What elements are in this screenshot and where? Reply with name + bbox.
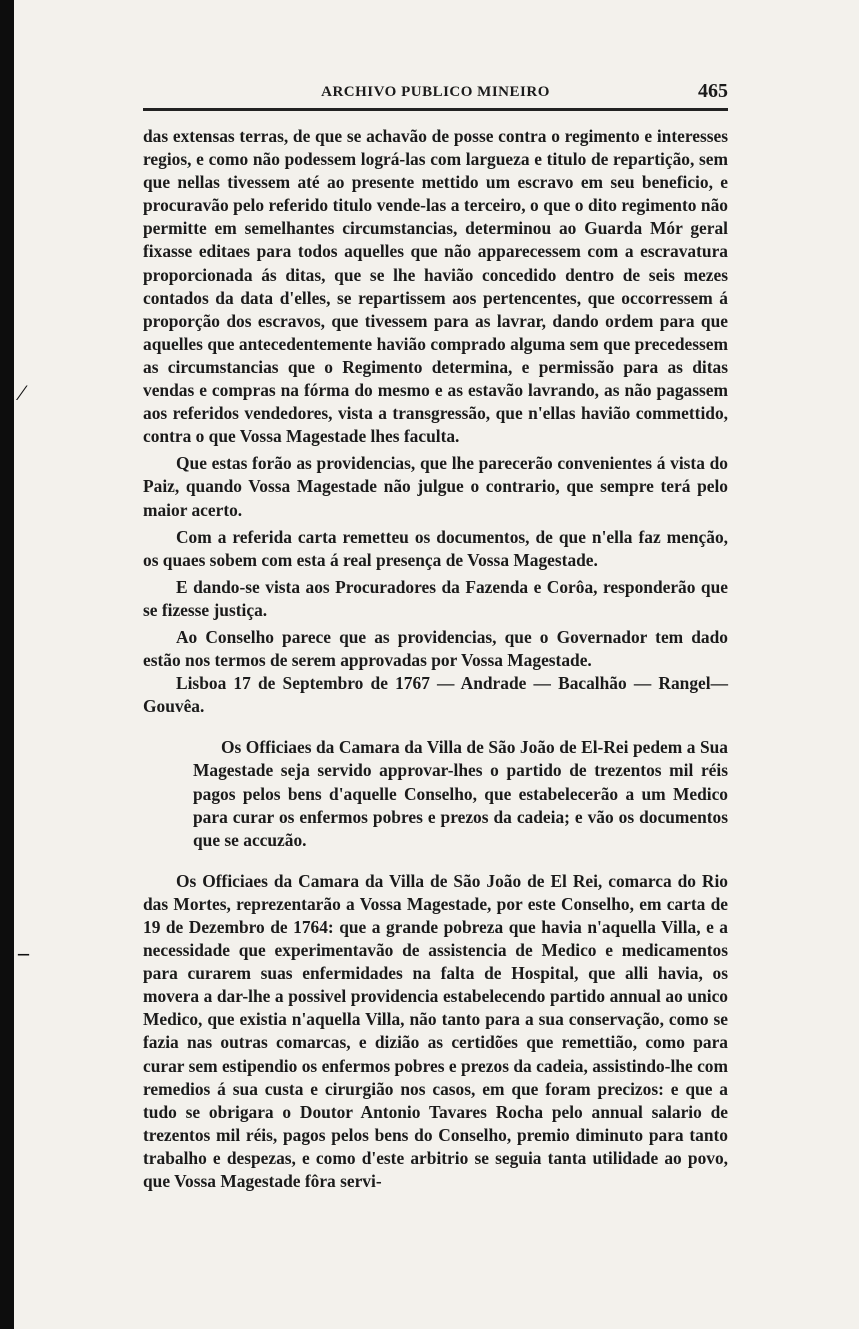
paragraph: Com a referida carta remetteu os documentos, de que n'ella faz menção, os quaes sobem com esta á real presença de Vossa Magestade. [143, 526, 728, 570]
signature-line: Lisboa 17 de Septembro de 1767 — Andrade — Bacalhão — Rangel— Gouvêa. [143, 673, 728, 717]
page [143, 78, 728, 1193]
paragraph: Os Officiaes da Camara da Villa de São João de El Rei, comarca do Rio das Mortes, reprezentarão a Vossa Magestade, por este Conselho, em carta de 19 de Dezembro de 1764: que a grande pobreza que havia n'aquella Villa, e a necessidade que experimentavão de assistencia de Medico e medicamentos para curarem suas enfermidades na falta de Hospital, que alli havia, os movera a dar-lhe a possivel providencia estabelecendo partido annual ao unico Medico, que existia n'aquella Villa, não tanto para a sua conservação, como se fazia nas outras comarcas, e dizião as certidões que remettião, como para curar sem estipendio os enfermos pobres e prezos da cadeia, assistindo-lhe com remedios á sua custa e cirurgião nos casos, em que foram precizos: e que a tudo se obrigara o Doutor Antonio Tavares Rocha pelo annual salario de trezentos mil réis, pagos pelos bens do Conselho, premio diminuto para tanto trabalho e despezas, e como d'este arbitrio se seguia tanta utilidade ao povo, que Vossa Magestade fôra servi- [143, 870, 728, 1192]
summary-text: Os Officiaes da Camara da Villa de São João de El-Rei pedem a Sua Magestade seja servido approvar-lhes o partido de trezentos mil réis pagos pelos bens d'aquelle Conselho, que estabelecerão a um Medico para curar os enfermos pobres e prezos da cadeia; e vão os documentos que se accuzão. [193, 737, 728, 850]
paragraph: Que estas forão as providencias, que lhe parecerão convenientes á vista do Paiz, quando Vossa Magestade não julgue o contrario, que sempre terá pelo maior acerto. [143, 453, 728, 520]
running-header [143, 78, 728, 111]
header-title: ARCHIVO PUBLICO MINEIRO [321, 84, 550, 100]
paragraph-continuation: das extensas terras, de que se achavão de posse contra o regimento e interesses regios, e como não podessem lográ-las com largueza e titulo de repartição, sem que nellas tivessem até ao presente mettido um escravo em seu beneficio, e procuravão pelo referido titulo vende-las a terceiro, o que o dito regimento não permitte em semelhantes circumstancias, determinou ao Guarda Mór geral fixasse editaes para todos aquelles que não apparecessem com a escravatura proporcionada ás ditas, que se lhe havião concedido dentro de seis mezes contados da data d'elles, se repartissem aos pertencentes, que occorressem á proporção dos escravos, que tivessem para as lavrar, dando ordem para que aquelles que antecedentemente havião comprado alguma sem que precedessem as circumstancias que o Regimento determina, e permissão para as ditas vendas e compras na fórma do mesmo e as estavão lavrando, as não pagassem aos referidos vendedores, vista a transgressão, que n'ellas havião commettido, contra o que Vossa Magestade lhes faculta. [143, 126, 728, 447]
scan-edge [0, 0, 14, 1329]
paragraph: E dando-se vista aos Procuradores da Fazenda e Corôa, responderão que se fizesse justiça. [143, 576, 728, 620]
margin-mark: ⁄ [20, 380, 24, 405]
paragraph: Ao Conselho parece que as providencias, que o Governador tem dado estão nos termos de serem approvadas por Vossa Magestade. [143, 626, 728, 671]
document-summary [193, 736, 728, 851]
page-body [143, 125, 728, 1193]
page-number: 465 [698, 80, 728, 102]
margin-dash: – [18, 940, 29, 965]
